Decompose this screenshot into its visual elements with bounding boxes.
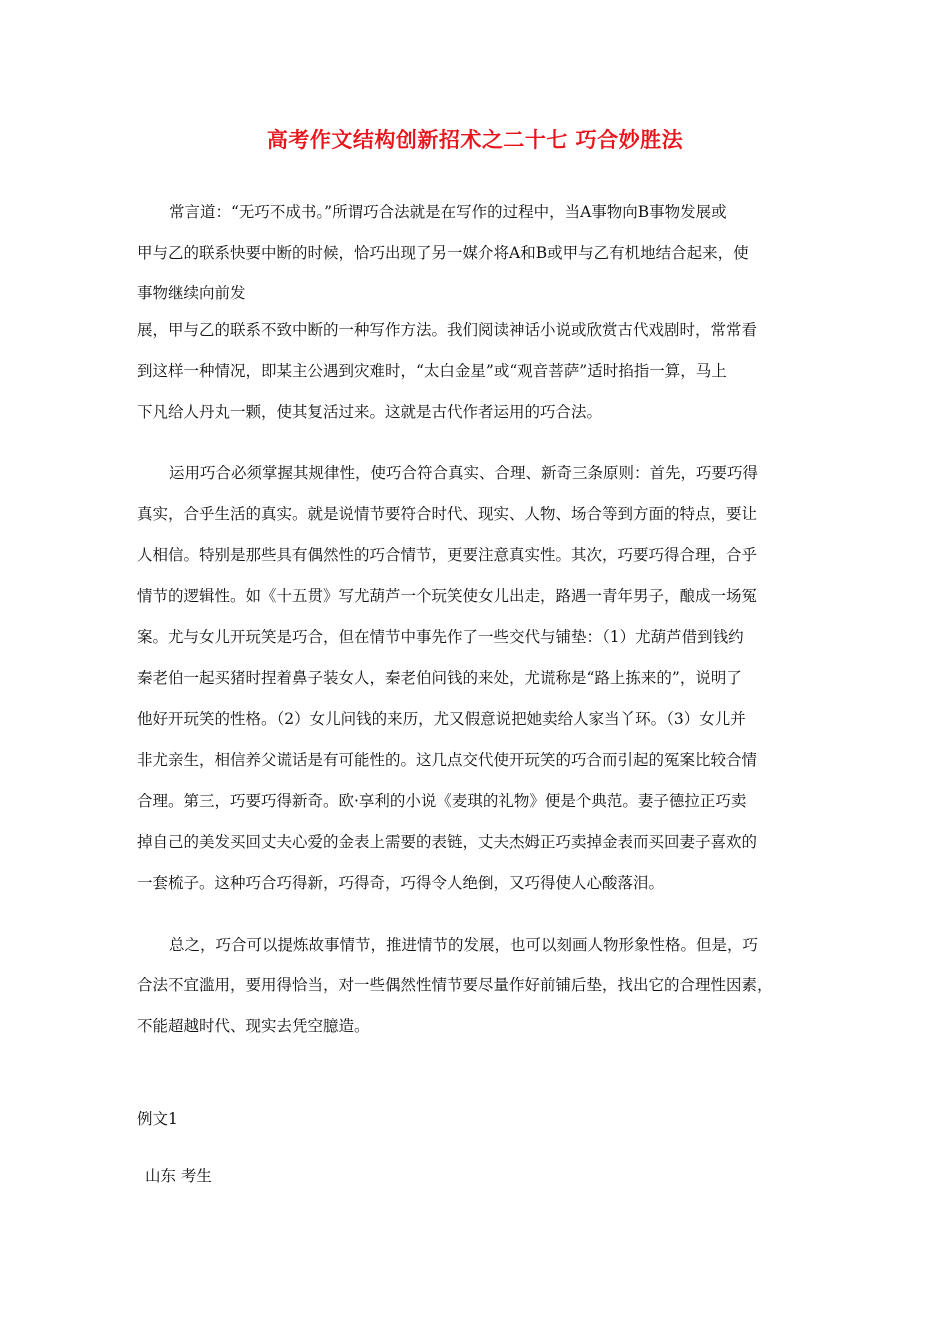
paragraph-3-line-3: 不能超越时代、现实去凭空臆造。 [137,1017,370,1035]
paragraph-2-line-1: 运用巧合必须掌握其规律性，使巧合符合真实、合理、新奇三条原则：首先，巧要巧得 [169,464,759,482]
paragraph-1-line-5: 到这样一种情况，即某主公遇到灾难时，“太白金星”或“观音菩萨”适时掐指一算，马上 [137,362,727,380]
document-title: 高考作文结构创新招术之二十七 巧合妙胜法 [266,127,684,152]
paragraph-1-line-1: 常言道：“无巧不成书。”所谓巧合法就是在写作的过程中，当A事物向B事物发展或 [169,203,727,221]
paragraph-2-line-9: 合理。第三，巧要巧得新奇。欧·享利的小说《麦琪的礼物》便是个典范。妻子德拉正巧卖 [137,792,747,810]
paragraph-3-line-1: 总之，巧合可以提炼故事情节，推进情节的发展，也可以刻画人物形象性格。但是，巧 [169,936,759,954]
paragraph-1-line-6: 下凡给人丹丸一颗，使其复活过来。这就是古代作者运用的巧合法。 [137,403,603,421]
paragraph-2-line-4: 情节的逻辑性。如《十五贯》写尤葫芦一个玩笑使女儿出走，路遇一青年男子，酿成一场冤 [137,587,758,605]
paragraph-2-line-10: 掉自己的美发买回丈夫心爱的金表上需要的表链，丈夫杰姆正巧卖掉金表而买回妻子喜欢的 [137,833,758,851]
paragraph-2-line-8: 非尤亲生，相信养父谎话是有可能性的。这几点交代使开玩笑的巧合而引起的冤案比较合情 [137,751,758,769]
paragraph-1-line-3: 事物继续向前发 [137,284,246,302]
paragraph-1-line-2: 甲与乙的联系快要中断的时候，恰巧出现了另一媒介将A和B或甲与乙有机地结合起来，使 [137,244,749,262]
paragraph-2-line-7: 他好开玩笑的性格。（2）女儿问钱的来历，尤又假意说把她卖给人家当丫环。（3）女儿并 [137,710,746,728]
paragraph-2-line-3: 人相信。特别是那些具有偶然性的巧合情节，更要注意真实性。其次，巧要巧得合理，合乎 [137,546,758,564]
author-line: 山东 考生 [145,1167,212,1185]
example-label: 例文1 [137,1110,178,1128]
paragraph-2-line-5: 案。尤与女儿开玩笑是巧合，但在情节中事先作了一些交代与铺垫：（1）尤葫芦借到钱约 [137,628,744,646]
paragraph-2-line-11: 一套梳子。这种巧合巧得新，巧得奇，巧得令人绝倒，又巧得使人心酸落泪。 [137,874,665,892]
paragraph-1-line-4: 展，甲与乙的联系不致中断的一种写作方法。我们阅读神话小说或欣赏古代戏剧时，常常看 [137,321,758,339]
paragraph-3-line-2: 合法不宜滥用，要用得恰当，对一些偶然性情节要尽量作好前铺后垫，找出它的合理性因素， [137,976,773,994]
paragraph-2-line-6: 秦老伯一起买猪时捏着鼻子装女人，秦老伯问钱的来处，尤谎称是“路上拣来的”，说明了 [137,669,742,687]
paragraph-2-line-2: 真实，合乎生活的真实。就是说情节要符合时代、现实、人物、场合等到方面的特点，要让 [137,505,758,523]
